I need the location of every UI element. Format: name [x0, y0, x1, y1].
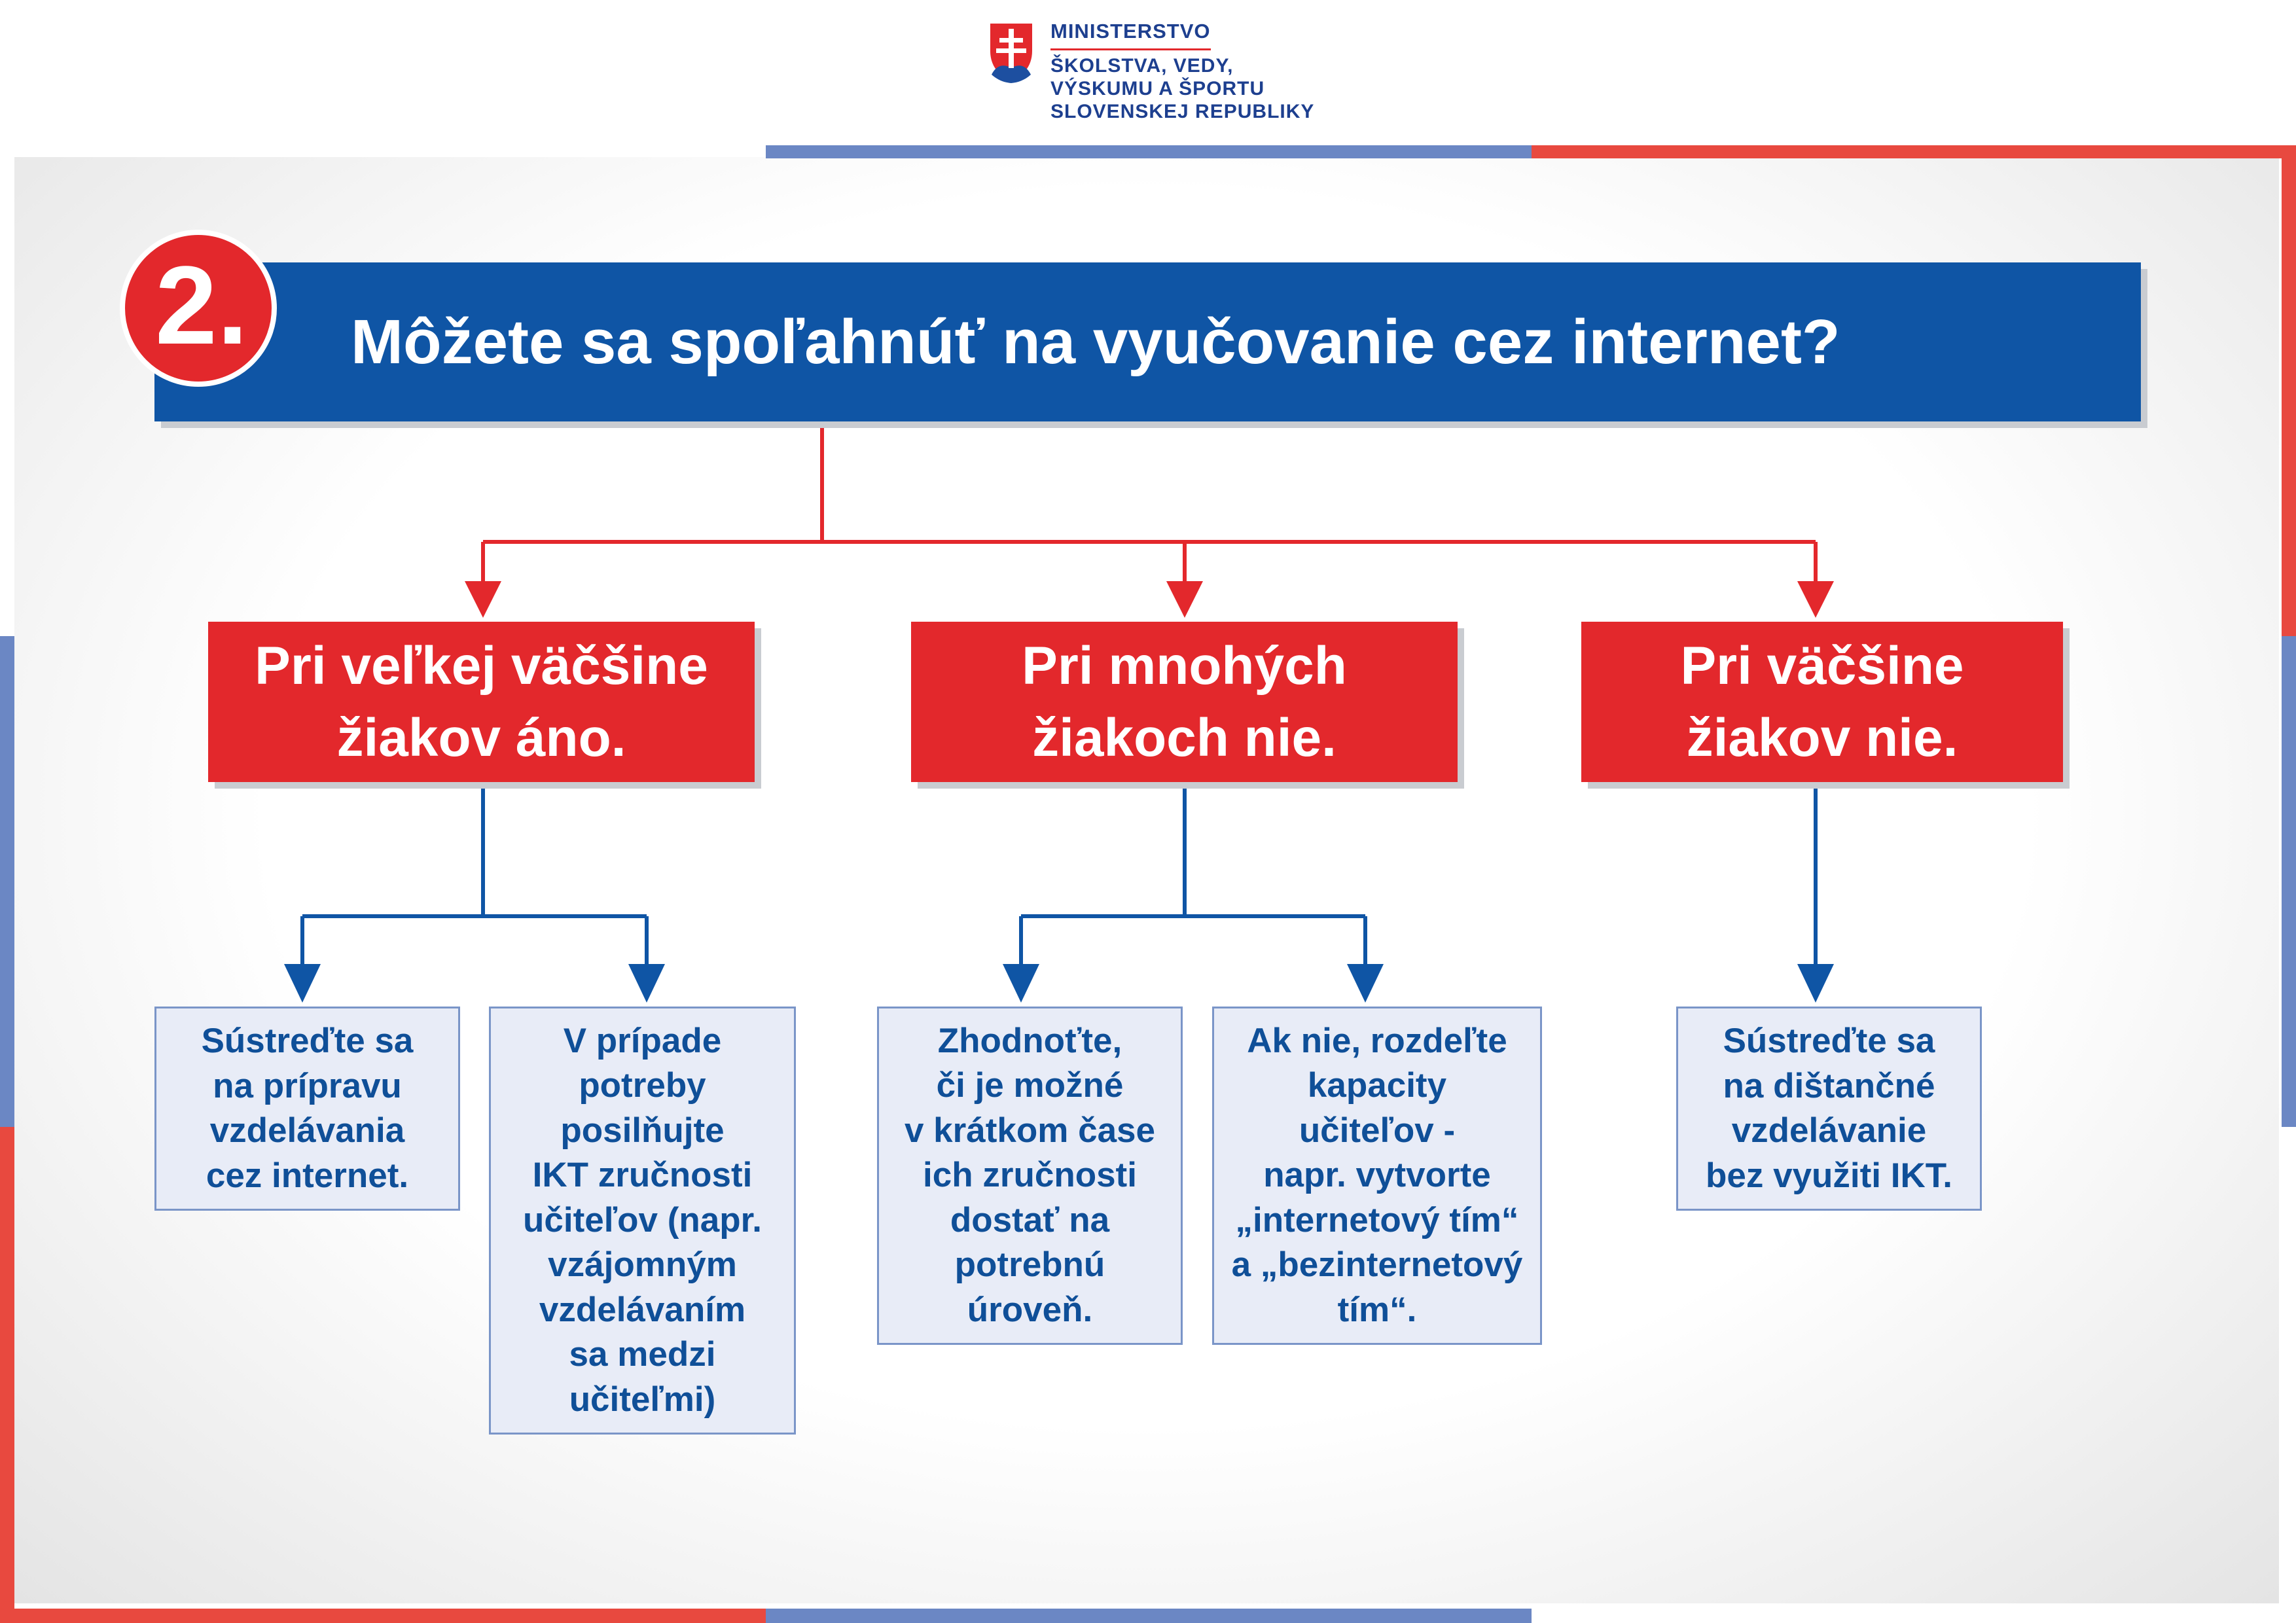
action-box — [154, 1007, 460, 1211]
logo-line-3: VÝSKUMU A ŠPORTU — [1050, 78, 1265, 99]
option-box-most-yes — [208, 622, 755, 782]
arrow-down-icon — [1347, 964, 1384, 1003]
question-text: Môžete sa spoľahnúť na vyučovanie cez internet? — [351, 306, 1840, 377]
arrow-down-icon — [1003, 964, 1039, 1003]
action-text: Zhodnoťte, či je možné v krátkom čase ich zručnosti dostať na potrebnú úroveň. — [904, 1021, 1156, 1329]
logo-line-2: ŠKOLSTVA, VEDY, — [1050, 55, 1234, 77]
option-label: Pri veľkej väčšine žiakov áno. — [255, 635, 708, 768]
action-text: Sústreďte sa na prípravu vzdelávania cez internet. — [201, 1022, 414, 1195]
logo-line-4: SLOVENSKEJ REPUBLIKY — [1050, 101, 1315, 122]
arrow-down-icon — [284, 964, 321, 1003]
logo-line-1: MINISTERSTVO — [1050, 18, 1211, 50]
arrow-down-icon — [465, 581, 501, 618]
arrow-down-icon — [1797, 964, 1834, 1003]
step-number: 2. — [155, 243, 248, 368]
option-box-many-no — [911, 622, 1458, 782]
action-box — [877, 1007, 1183, 1345]
arrow-down-icon — [1166, 581, 1203, 618]
step-number-badge — [120, 230, 277, 387]
option-label: Pri väčšine žiakov nie. — [1680, 635, 1964, 768]
arrow-down-icon — [1797, 581, 1834, 618]
blue-connectors — [302, 785, 1816, 965]
option-label: Pri mnohých žiakoch nie. — [1022, 635, 1347, 768]
action-box — [1676, 1007, 1982, 1211]
action-text: V prípade potreby posilňujte IKT zručnosti učiteľov (napr. vzájomným vzdelávaním sa medzi učiteľmi) — [523, 1021, 762, 1419]
arrow-down-icon — [628, 964, 665, 1003]
red-connectors — [483, 421, 1816, 582]
action-box — [489, 1007, 796, 1435]
action-text: Sústreďte sa na dištančné vzdelávanie bez využiti IKT. — [1706, 1022, 1952, 1195]
option-box-most-no — [1581, 622, 2063, 782]
action-text: Ak nie, rozdeľte kapacity učiteľov - napr. vytvorte „internetový tím“ a „bezinternetový tím“. — [1231, 1021, 1523, 1329]
question-header — [154, 262, 2141, 421]
action-box — [1212, 1007, 1542, 1345]
